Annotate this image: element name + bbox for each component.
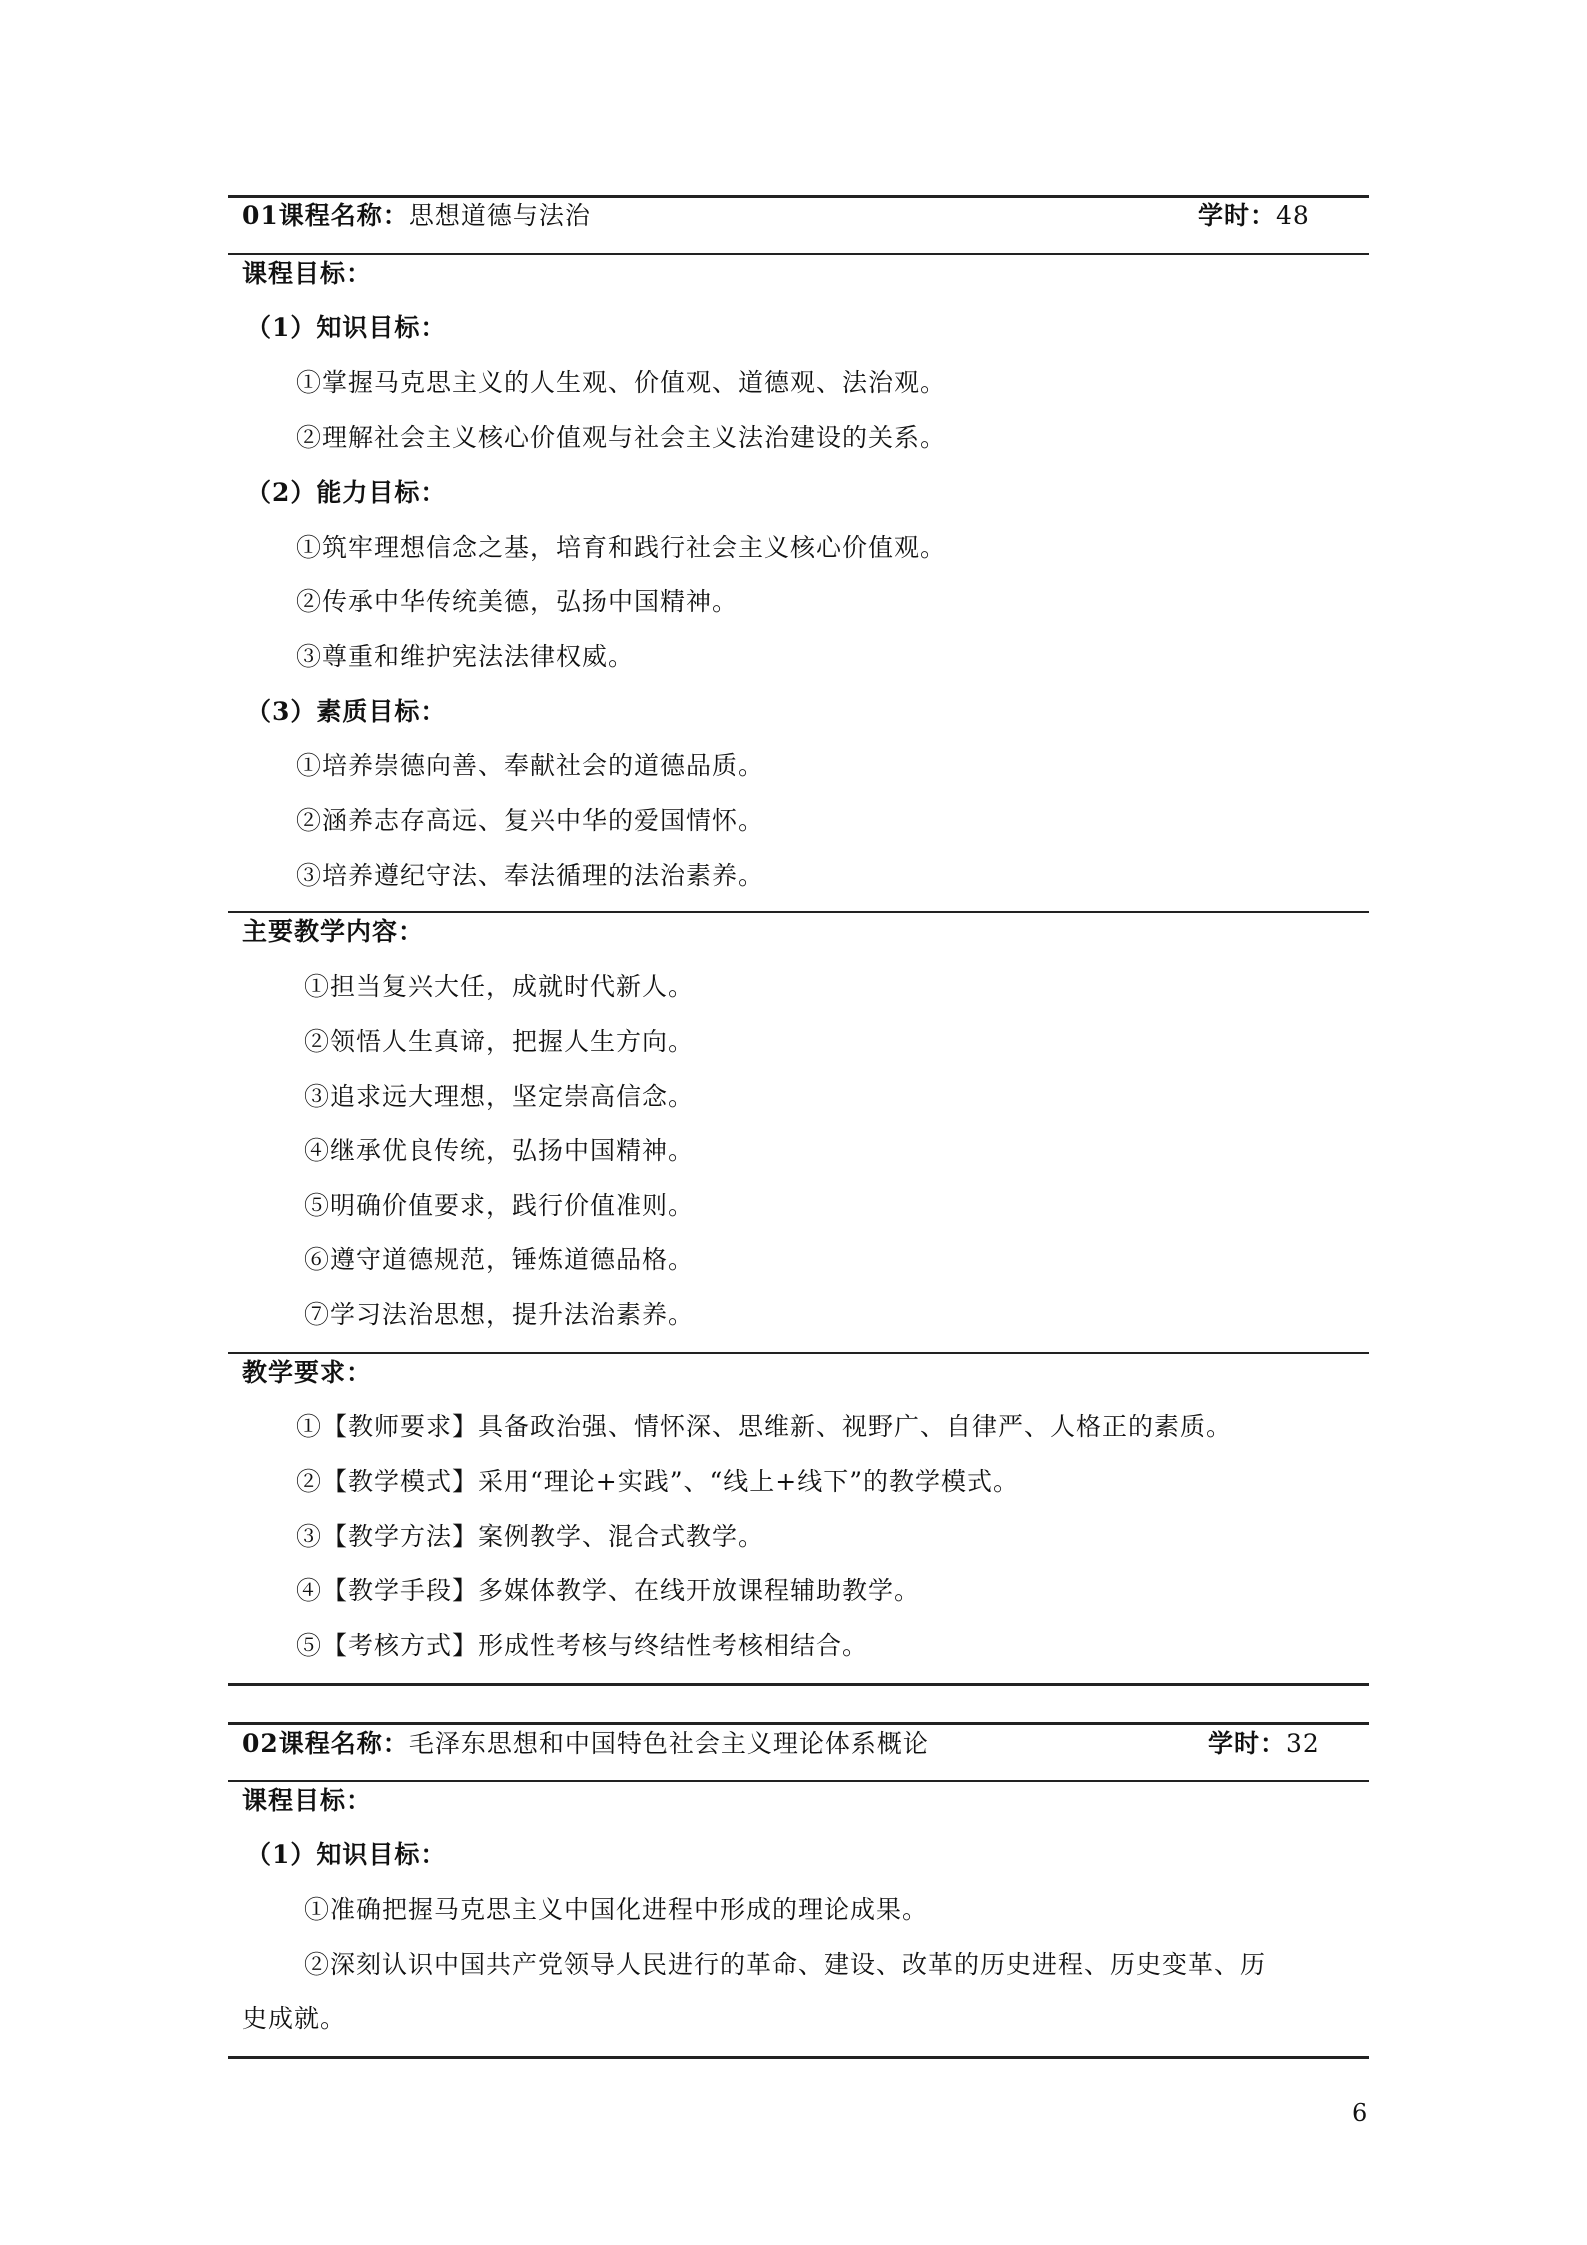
list-item: ①担当复兴大任，成就时代新人。 [304,972,695,1001]
hours-value: 32 [1286,1729,1320,1758]
row-divider [228,1352,1369,1354]
list-item-continuation: 史成就。 [242,2004,347,2033]
course-name-label: 课程名称： [278,201,409,230]
ability-goals-heading: （2）能力目标： [246,478,447,507]
list-item: ①筑牢理想信念之基，培育和践行社会主义核心价值观。 [296,533,947,562]
list-item: ②传承中华传统美德，弘扬中国精神。 [296,587,739,616]
course-hours [1208,1727,1320,1761]
list-item: ④继承优良传统，弘扬中国精神。 [304,1136,695,1165]
hours-value: 48 [1276,201,1310,230]
goals-heading: 课程目标： [242,259,373,288]
table-bottom-rule [228,2056,1369,2059]
quality-goals-heading: （3）素质目标： [246,697,447,726]
hours-label: 学时： [1208,1729,1287,1758]
list-item: ②领悟人生真谛，把握人生方向。 [304,1027,695,1056]
course-title-row [242,199,591,233]
list-item: ②涵养志存高远、复兴中华的爱国情怀。 [296,806,765,835]
table-top-rule [228,195,1369,198]
list-item: ③【教学方法】案例教学、混合式教学。 [296,1522,765,1551]
hours-label: 学时： [1198,201,1277,230]
list-item: ①培养崇德向善、奉献社会的道德品质。 [296,751,765,780]
list-item: ②深刻认识中国共产党领导人民进行的革命、建设、改革的历史进程、历史变革、历 [304,1950,1267,1979]
course-hours [1198,199,1310,233]
course-title-row [242,1727,929,1761]
list-item: ⑥遵守道德规范，锤炼道德品格。 [304,1245,695,1274]
course-number: 01 [242,201,279,230]
table-bottom-rule [228,1683,1369,1686]
list-item: ①【教师要求】具备政治强、情怀深、思维新、视野广、自律严、人格正的素质。 [296,1412,1233,1441]
knowledge-goals-heading: （1）知识目标： [246,1840,447,1869]
list-item: ③培养遵纪守法、奉法循理的法治素养。 [296,861,765,890]
course-number: 02 [242,1729,279,1758]
goals-heading: 课程目标： [242,1786,373,1815]
course-name-label: 课程名称： [278,1729,409,1758]
row-divider [228,1780,1369,1782]
row-divider [228,253,1369,255]
content-heading: 主要教学内容： [242,917,425,946]
page-number: 6 [1352,2099,1368,2127]
list-item: ②【教学模式】采用“理论+实践”、“线上+线下”的教学模式。 [296,1467,1020,1496]
list-item: ②理解社会主义核心价值观与社会主义法治建设的关系。 [296,423,947,452]
list-item: ①准确把握马克思主义中国化进程中形成的理论成果。 [304,1895,929,1924]
list-item: ③追求远大理想，坚定崇高信念。 [304,1082,695,1111]
list-item: ③尊重和维护宪法法律权威。 [296,642,635,671]
list-item: ①掌握马克思主义的人生观、价值观、道德观、法治观。 [296,368,947,397]
list-item: ⑦学习法治思想，提升法治素养。 [304,1300,695,1329]
list-item: ⑤明确价值要求，践行价值准则。 [304,1191,695,1220]
knowledge-goals-heading: （1）知识目标： [246,313,447,342]
list-item: ④【教学手段】多媒体教学、在线开放课程辅助教学。 [296,1576,921,1605]
course-name: 毛泽东思想和中国特色社会主义理论体系概论 [408,1729,929,1758]
table-top-rule [228,1722,1369,1725]
list-item: ⑤【考核方式】形成性考核与终结性考核相结合。 [296,1631,869,1660]
row-divider [228,911,1369,913]
course-name: 思想道德与法治 [408,201,591,230]
requirements-heading: 教学要求： [242,1358,373,1387]
